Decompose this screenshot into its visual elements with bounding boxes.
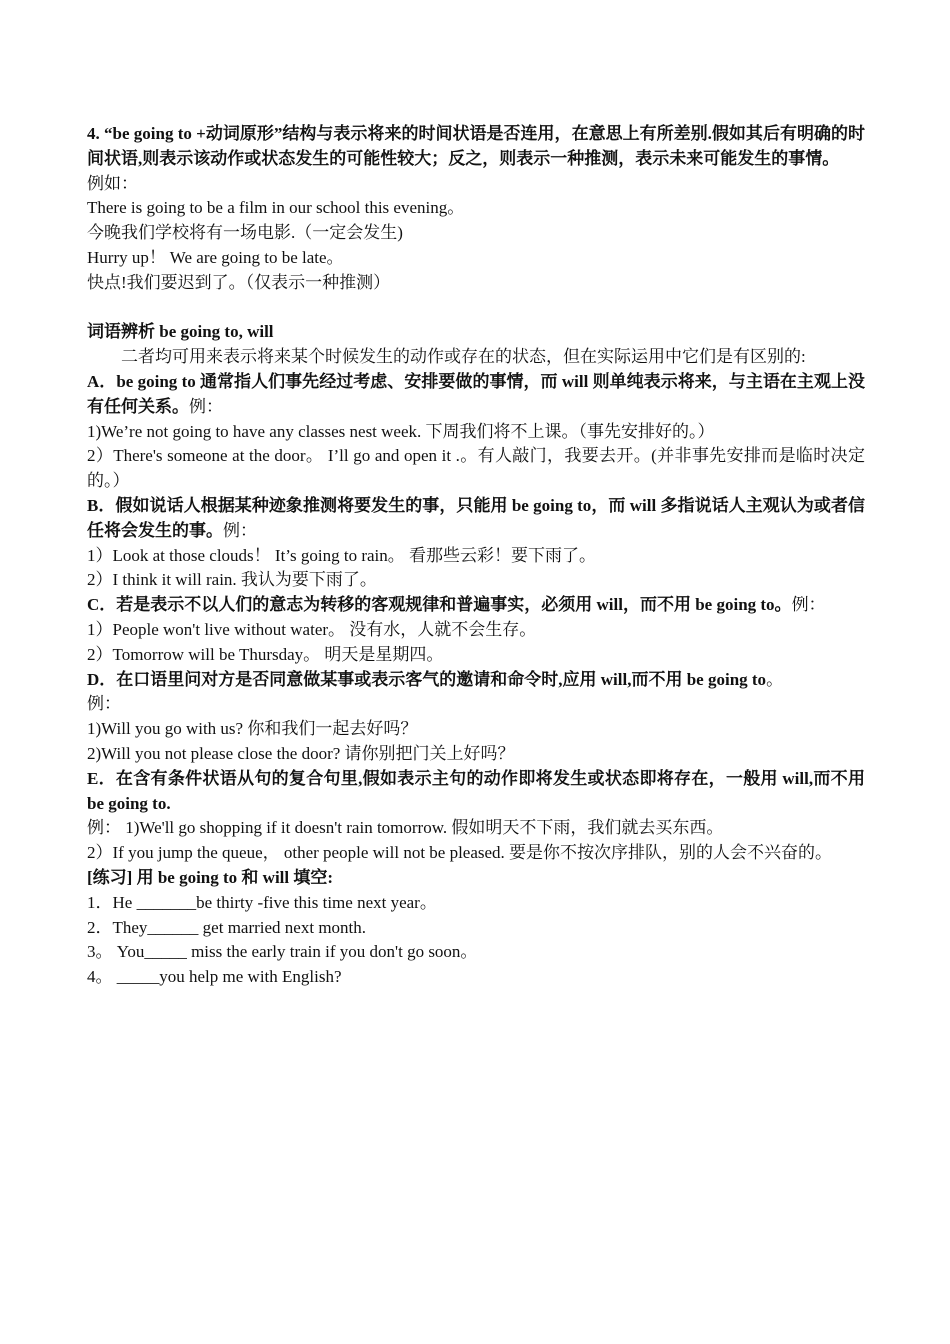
rule-b-example: 1）Look at those clouds！ It’s going to rain。 看那些云彩！要下雨了。 xyxy=(87,545,597,565)
rule-c-example: 1）People won't live without water。 没有水，人就不会生存。 xyxy=(87,619,537,639)
exercise-title: [练习] 用 be going to 和 will 填空: xyxy=(87,867,334,887)
rule-c xyxy=(87,593,865,618)
rule-a-example: 2）There's someone at the door。 I’ll go and open it .。有人敲门，我要去开。(并非事先安排而是临时决定的。） xyxy=(87,446,865,491)
exercise-item: 2．They______ get married next month. xyxy=(87,917,367,937)
rule-b-example-label: 例： xyxy=(223,520,257,540)
analysis-intro: 二者均可用来表示将来某个时候发生的动作或存在的状态，但在实际运用中它们是有区别的: xyxy=(121,347,806,367)
example-chinese: 快点!我们要迟到了。（仅表示一种推测） xyxy=(87,272,391,292)
exercise-item: 3。 You_____ miss the early train if you don't go soon。 xyxy=(87,942,478,962)
rule-a-example: 1)We’re not going to have any classes nest week. 下周我们将不上课。（事先安排好的。） xyxy=(87,421,715,441)
rule-e: E．在含有条件状语从句的复合句里,假如表示主句的动作即将发生或状态即将存在，一般用 will,而不用 be going to. xyxy=(87,768,865,813)
rule-a-example-label: 例： xyxy=(189,396,223,416)
rule-a xyxy=(87,370,865,420)
exercise-item: 1．He _______be thirty -five this time next year。 xyxy=(87,892,437,912)
rule-b-text: B．假如说话人根据某种迹象推测将要发生的事，只能用 be going to，而 will 多指说话人主观认为或者信任将会发生的事。 xyxy=(87,495,865,540)
rule-d xyxy=(87,668,865,693)
example-english: There is going to be a film in our school this evening。 xyxy=(87,198,465,218)
exercise-item: 4。 _____you help me with English? xyxy=(87,967,342,987)
rule-d-text: D．在口语里问对方是否同意做某事或表示客气的邀请和命令时,应用 will,而不用 be going to xyxy=(87,669,767,689)
section4-heading: 4. “be going to +动词原形”结构与表示将来的时间状语是否连用，在意思上有所差别.假如其后有明确的时间状语,则表示该动作或状态发生的可能性较大；反之，则表示一种推测，表示未来可能发生的事情。 xyxy=(87,124,865,168)
rule-d-example: 2)Will you not please close the door? 请你别把门关上好吗？ xyxy=(87,743,515,763)
example-chinese: 今晚我们学校将有一场电影.（一定会发生) xyxy=(87,223,403,243)
rule-d-example-label: 例： xyxy=(87,694,121,714)
rule-c-example: 2）Tomorrow will be Thursday。 明天是星期四。 xyxy=(87,644,444,664)
rule-b xyxy=(87,494,865,544)
rule-e-example: 2）If you jump the queue， other people will not be pleased. 要是你不按次序排队，别的人会不兴奋的。 xyxy=(87,843,833,863)
rule-d-example: 1)Will you go with us? 你和我们一起去好吗？ xyxy=(87,719,418,739)
rule-d-tail: 。 xyxy=(766,669,784,689)
example-label: 例如： xyxy=(87,173,138,193)
analysis-title: 词语辨析 be going to, will xyxy=(87,322,274,342)
rule-c-example-label: 例： xyxy=(791,595,826,615)
rule-c-text: C．若是表示不以人们的意志为转移的客观规律和普遍事实，必须用 will，而不用 be going to。 xyxy=(87,595,792,615)
rule-b-example: 2）I think it will rain. 我认为要下雨了。 xyxy=(87,570,377,590)
spacer xyxy=(87,296,865,321)
example-english: Hurry up！ We are going to be late。 xyxy=(87,247,344,267)
document-page xyxy=(87,122,865,990)
rule-e-example: 例： 1)We'll go shopping if it doesn't rain tomorrow. 假如明天不下雨，我们就去买东西。 xyxy=(87,818,724,838)
rule-a-text: A．be going to 通常指人们事先经过考虑、安排要做的事情，而 will 则单纯表示将来，与主语在主观上没有任何关系。 xyxy=(87,371,865,416)
